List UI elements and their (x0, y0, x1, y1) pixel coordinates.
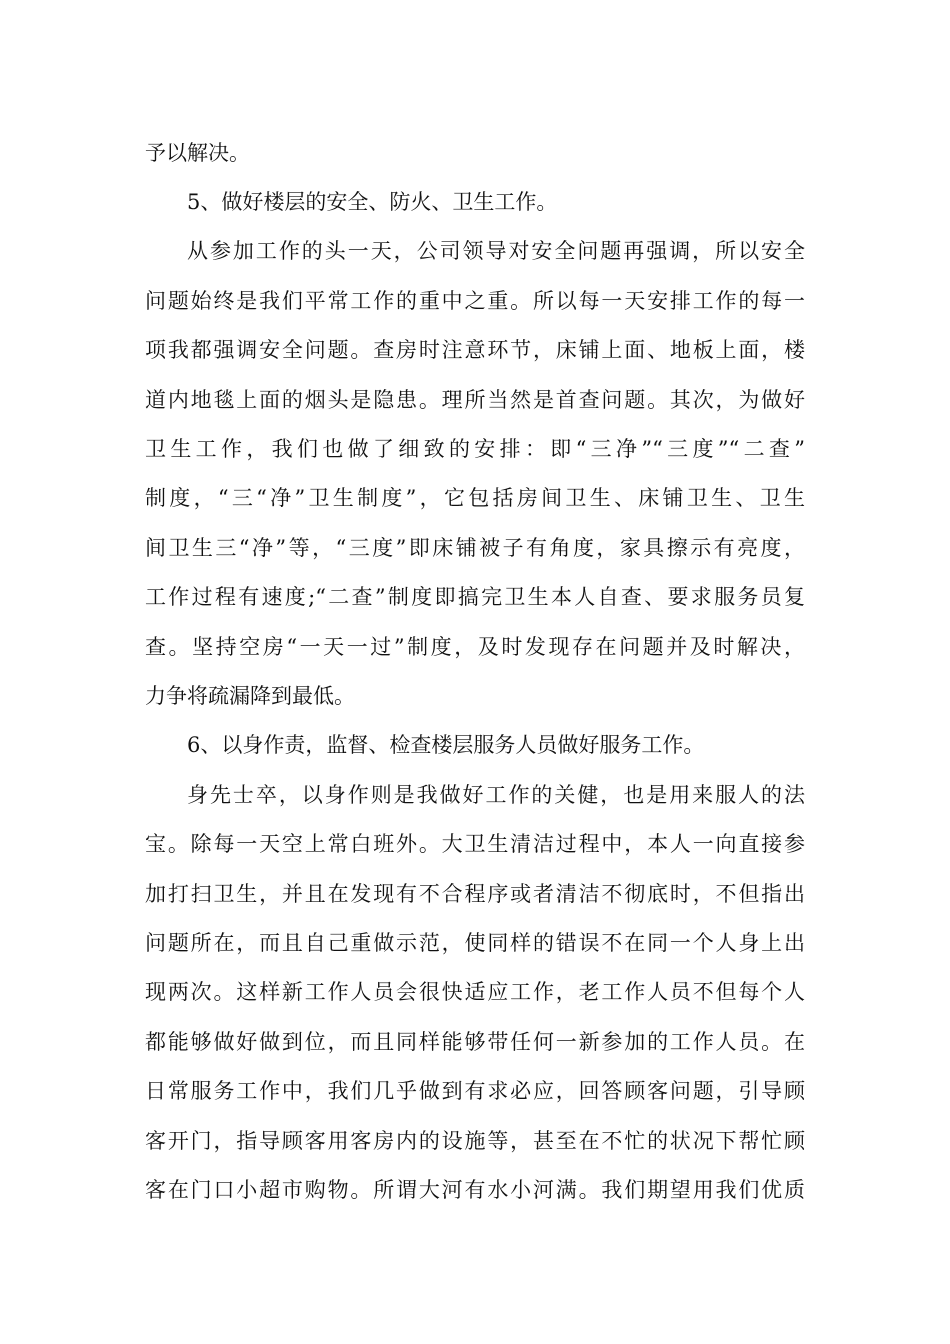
section-heading: 5、做好楼层的安全、防火、卫生工作。 (187, 190, 558, 214)
text-line: 项我都强调安全问题。查房时注意环节，床铺上面、地板上面，楼 (145, 338, 805, 362)
text-line: 查。坚持空房“一天一过”制度，及时发现存在问题并及时解决， (145, 635, 805, 659)
text-line: 问题所在，而且自己重做示范，使同样的错误不在同一个人身上出 (145, 931, 805, 955)
section-heading: 6、以身作责，监督、检查楼层服务人员做好服务工作。 (187, 733, 705, 757)
text-line: 都能够做好做到位，而且同样能够带任何一新参加的工作人员。在 (145, 1030, 805, 1054)
text-line: 工作过程有速度;“二查”制度即搞完卫生本人自查、要求服务员复 (145, 585, 805, 609)
text-line: 道内地毯上面的烟头是隐患。理所当然是首查问题。其次，为做好 (145, 388, 805, 412)
text-line: 间卫生三“净”等，“三度”即床铺被子有角度，家具擦示有亮度， (145, 536, 805, 560)
text-line: 卫生工作，我们也做了细致的安排：即“三净”“三度”“二查” (145, 437, 805, 461)
text-line: 予以解决。 (145, 141, 250, 165)
text-line: 宝。除每一天空上常白班外。大卫生清洁过程中，本人一向直接参 (145, 832, 805, 856)
text-line: 身先士卒，以身作则是我做好工作的关健，也是用来服人的法 (187, 783, 805, 807)
text-line: 客在门口小超市购物。所谓大河有水小河满。我们期望用我们优质 (145, 1178, 805, 1202)
text-line: 制度，“三“净”卫生制度”，它包括房间卫生、床铺卫生、卫生 (145, 486, 805, 510)
text-line: 力争将疏漏降到最低。 (145, 684, 355, 708)
text-line: 问题始终是我们平常工作的重中之重。所以每一天安排工作的每一 (145, 289, 805, 313)
text-line: 客开门，指导顾客用客房内的设施等，甚至在不忙的状况下帮忙顾 (145, 1129, 805, 1153)
text-line: 日常服务工作中，我们几乎做到有求必应，回答顾客问题，引导顾 (145, 1079, 805, 1103)
text-line: 现两次。这样新工作人员会很快适应工作，老工作人员不但每个人 (145, 980, 805, 1004)
text-line: 加打扫卫生，并且在发现有不合程序或者清洁不彻底时，不但指出 (145, 882, 805, 906)
text-line: 从参加工作的头一天，公司领导对安全问题再强调，所以安全 (187, 239, 805, 263)
